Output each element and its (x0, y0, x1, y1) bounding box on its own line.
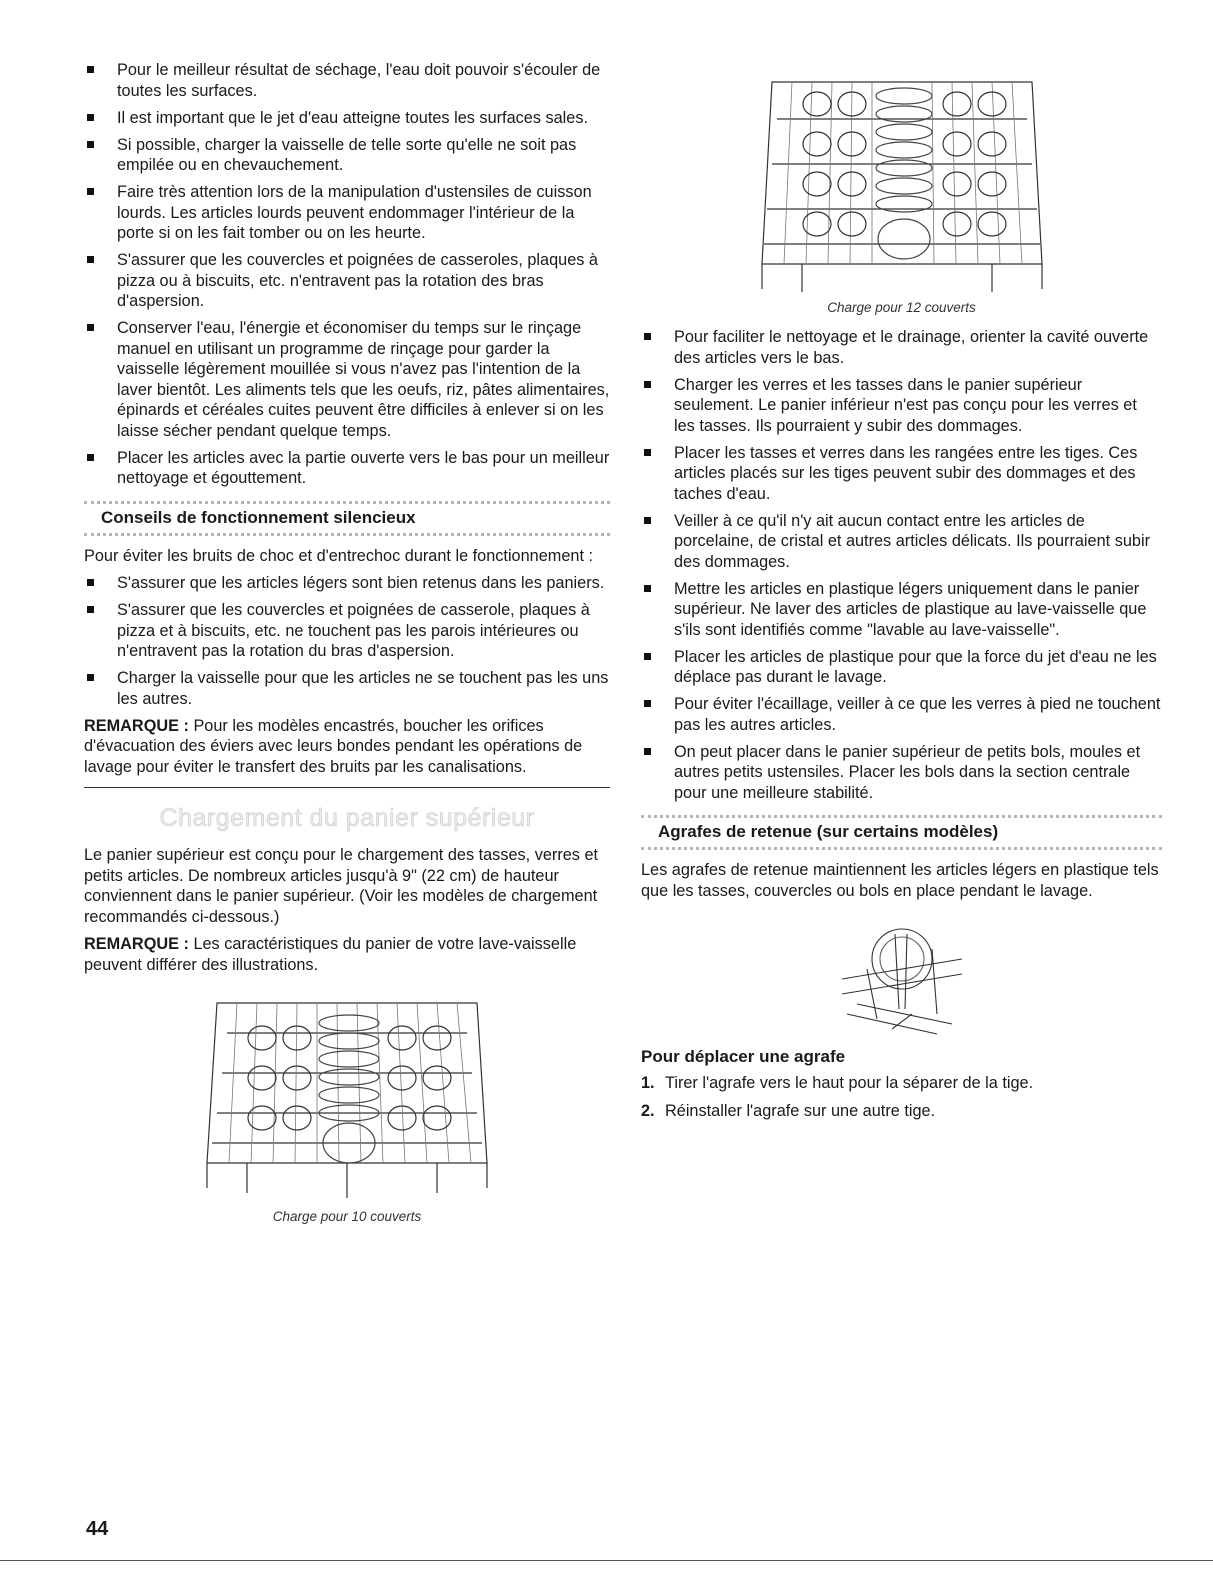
step-text: Réinstaller l'agrafe sur une autre tige. (665, 1101, 936, 1120)
step-text: Tirer l'agrafe vers le haut pour la séparer de la tige. (665, 1074, 1034, 1092)
upper-rack-tips-list (641, 327, 1162, 803)
step-item (641, 1073, 1162, 1094)
list-item: Pour éviter l'écaillage, veiller à ce que les verres à pied ne touchent pas les autres articles. (641, 694, 1162, 735)
list-item: Pour faciliter le nettoyage et le drainage, orienter la cavité ouverte des articles vers le bas. (641, 327, 1162, 368)
list-item: Conserver l'eau, l'énergie et économiser du temps sur le rinçage manuel en utilisant un programme de rinçage pour garder la vaisselle légèrement mouillée si vous n'avez pas l'intention de la laver bientôt. Les aliments tels que les oeufs, riz, pâtes alimentaires, épinards et céréales cuites peuvent être difficiles à enlever si on les laisse sécher pendant quelque temps. (84, 318, 610, 441)
silent-operation-intro: Pour éviter les bruits de choc et d'entrechoc durant le fonctionnement : (84, 546, 594, 565)
figure-caption: Charge pour 12 couverts (827, 300, 976, 315)
list-item: Si possible, charger la vaisselle de telle sorte qu'elle ne soit pas empilée ou en chevauchement. (84, 135, 610, 176)
rack-12-settings-figure (641, 74, 1162, 315)
note-text: Les caractéristiques du panier de votre lave-vaisselle peuvent différer des illustrations. (84, 935, 577, 974)
silent-operation-note (84, 716, 610, 778)
right-column (641, 60, 1162, 1128)
move-clip-subheading: Pour déplacer une agrafe (641, 1047, 846, 1066)
retaining-clip-figure (641, 919, 1162, 1039)
footer-rule (0, 1560, 1213, 1561)
step-number: 1. (641, 1074, 655, 1092)
list-item: Charger les verres et les tasses dans le panier supérieur seulement. Le panier inférieur n'est pas conçu pour les verres et les tasses. Ils pourraient y subir des dommages. (641, 375, 1162, 437)
list-item: On peut placer dans le panier supérieur de petits bols, moules et autres petits ustensiles. Placer les bols dans la section centrale pour une meilleure stabilité. (641, 742, 1162, 804)
upper-rack-intro: Le panier supérieur est conçu pour le chargement des tasses, verres et petits articles. De nombreux articles jusqu'à 9" (22 cm) de hauteur conviennent dans le panier supérieur. (Voir les modèles de chargement recommandés ci-dessous.) (84, 846, 599, 926)
left-column (84, 60, 610, 1224)
list-item: Placer les articles de plastique pour que la force du jet d'eau ne les déplace pas durant le lavage. (641, 647, 1162, 688)
list-item: Faire très attention lors de la manipulation d'ustensiles de cuisson lourds. Les articles lourds peuvent endommager l'intérieur de la porte si on les fait tomber ou on les heurte. (84, 182, 610, 244)
retaining-clips-intro: Les agrafes de retenue maintiennent les articles légers en plastique tels que les tasses, couvercles ou bols en place pendant le lavage. (641, 861, 1159, 900)
retaining-clip-illustration (837, 919, 967, 1039)
page-number: 44 (86, 1518, 109, 1540)
rack-10-settings-figure (84, 993, 610, 1224)
dish-rack-illustration (187, 993, 507, 1203)
list-item: Placer les articles avec la partie ouverte vers le bas pour un meilleur nettoyage et égouttement. (84, 448, 610, 489)
list-item: Charger la vaisselle pour que les articles ne se touchent pas les uns les autres. (84, 668, 610, 709)
note-text: Pour les modèles encastrés, boucher les orifices d'évacuation des éviers avec leurs bondes pendant les opérations de lavage pour éviter le transfert des bruits par les canalisations. (84, 716, 583, 776)
retaining-clips-heading: Agrafes de retenue (sur certains modèles) (641, 815, 1162, 850)
list-item: Pour le meilleur résultat de séchage, l'eau doit pouvoir s'écouler de toutes les surfaces. (84, 60, 610, 101)
list-item: Veiller à ce qu'il n'y ait aucun contact entre les articles de porcelaine, de cristal et autres articles délicats. Ils pourraient subir des dommages. (641, 511, 1162, 573)
upper-rack-note (84, 934, 610, 975)
list-item: Placer les tasses et verres dans les rangées entre les tiges. Ces articles placés sur les tiges peuvent subir des dommages et des taches d'eau. (641, 443, 1162, 505)
step-number: 2. (641, 1101, 655, 1120)
note-label: REMARQUE : (84, 935, 189, 953)
list-item: S'assurer que les articles légers sont bien retenus dans les paniers. (84, 573, 610, 594)
loading-tips-list (84, 60, 610, 489)
list-item: Il est important que le jet d'eau atteigne toutes les surfaces sales. (84, 108, 610, 129)
list-item: Mettre les articles en plastique légers uniquement dans le panier supérieur. Ne laver des articles de plastique au lave-vaisselle que s'ils sont identifiés comme "lavable au lave-vaisselle". (641, 579, 1162, 641)
silent-operation-heading: Conseils de fonctionnement silencieux (84, 501, 610, 536)
note-label: REMARQUE : (84, 716, 189, 735)
section-divider (84, 787, 610, 788)
silent-operation-list (84, 573, 610, 709)
upper-rack-heading: Chargement du panier supérieur (159, 804, 535, 832)
figure-caption: Charge pour 10 couverts (272, 1209, 422, 1224)
list-item: S'assurer que les couvercles et poignées de casseroles, plaques à pizza ou à biscuits, etc. n'entravent pas la rotation des bras d'aspersion. (84, 250, 610, 312)
dish-rack-illustration (752, 74, 1052, 294)
move-clip-steps (641, 1073, 1162, 1121)
step-item (641, 1101, 1162, 1122)
list-item: S'assurer que les couvercles et poignées de casserole, plaques à pizza et à biscuits, etc. ne touchent pas les parois intérieures ou n'entravent pas la rotation du bras d'aspersion. (84, 600, 610, 662)
